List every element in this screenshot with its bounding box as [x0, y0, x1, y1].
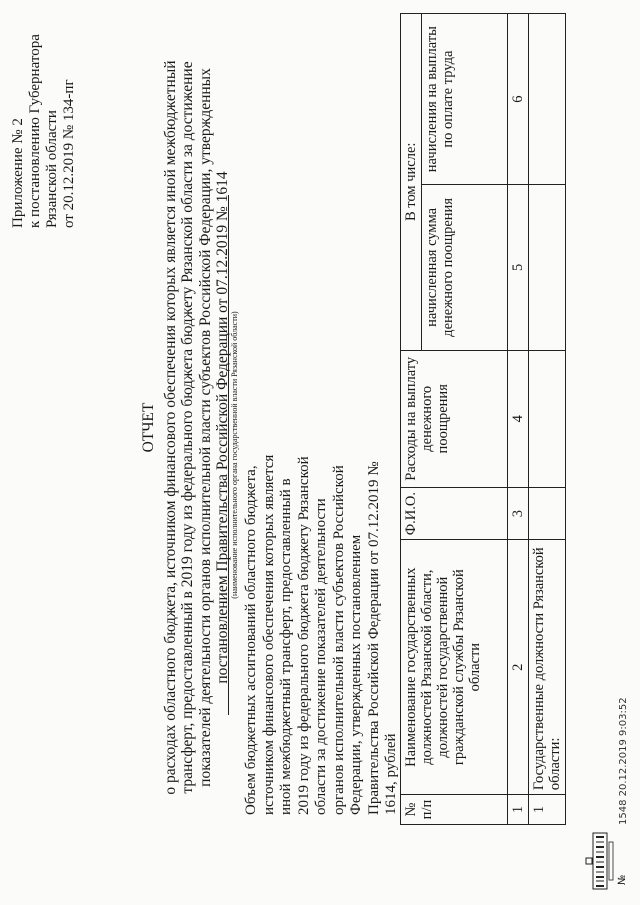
- header-payroll: начисления на выплаты по оплате труда: [422, 14, 508, 185]
- header-including: В том числе:: [401, 14, 422, 351]
- index-cell: 1: [508, 795, 529, 825]
- index-cell: 6: [508, 14, 529, 185]
- row-name: Государственные должности Рязанской области:: [529, 540, 566, 795]
- footer-timestamp: 1548 20.12.2019 9:03:52: [618, 697, 629, 825]
- appendix-line: к постановлению Губернатора: [27, 34, 43, 228]
- header-fio: Ф.И.О.: [401, 488, 508, 540]
- org-caption: (наименование исполнительного органа государственной власти Рязанской области): [228, 195, 240, 715]
- header-name: Наименование государственных должностей Рязанской области, должностей государственной гражданской службы Рязанской области: [401, 540, 508, 795]
- report-subtitle: о расходах областного бюджета, источником финансового обеспечения которых является иной межбюджетный трансферт, предоставленный в 2019 году из федерального бюджета бюджету Рязанской области за достижение показателей деятельности органов исполнительной власти субъектов Российской Федерации, утвержденных постановлением Правительства Российской Федерации от 07.12.2019 № 1614: [161, 60, 231, 795]
- empty-cell: [529, 14, 566, 185]
- index-cell: 2: [508, 540, 529, 795]
- appendix-line: Приложение № 2: [10, 118, 26, 228]
- report-heading: ОТЧЕТ: [140, 402, 157, 453]
- row-num: 1: [529, 795, 566, 825]
- registration-stamp-icon: [585, 832, 615, 890]
- report-title: [140, 55, 232, 800]
- volume-text: Объем бюджетных ассигнований областного бюджета, источником финансового обеспечения которых является иной межбюджетный трансферт, предоставленный в 2019 году из федерального бюджета бюджету Рязанской области за достижение показателей деятельности органов исполнительной власти субъектов Российской Федерации, утвержденных постановлением Правительства Российской Федерации от 07.12.2019 № 1614, рублей: [243, 454, 399, 815]
- stamp-note: №: [617, 874, 628, 885]
- empty-cell: [529, 488, 566, 540]
- table-row: [529, 14, 566, 825]
- appendix-line: от 20.12.2019 № 134-пг: [61, 79, 77, 228]
- report-table: [400, 13, 566, 825]
- header-num: № п/п: [401, 795, 508, 825]
- header-accrued: начисленная сумма денежного поощрения: [422, 185, 508, 350]
- header-expenses: Расходы на выплату денежного поощрения: [401, 350, 508, 487]
- empty-cell: [529, 350, 566, 487]
- appendix-block: [10, 18, 78, 228]
- index-cell: 3: [508, 488, 529, 540]
- index-cell: 4: [508, 350, 529, 487]
- index-cell: 5: [508, 185, 529, 350]
- table-header-row: [401, 14, 422, 825]
- empty-cell: [529, 185, 566, 350]
- table-index-row: [508, 14, 529, 825]
- appendix-line: Рязанской области: [44, 110, 60, 228]
